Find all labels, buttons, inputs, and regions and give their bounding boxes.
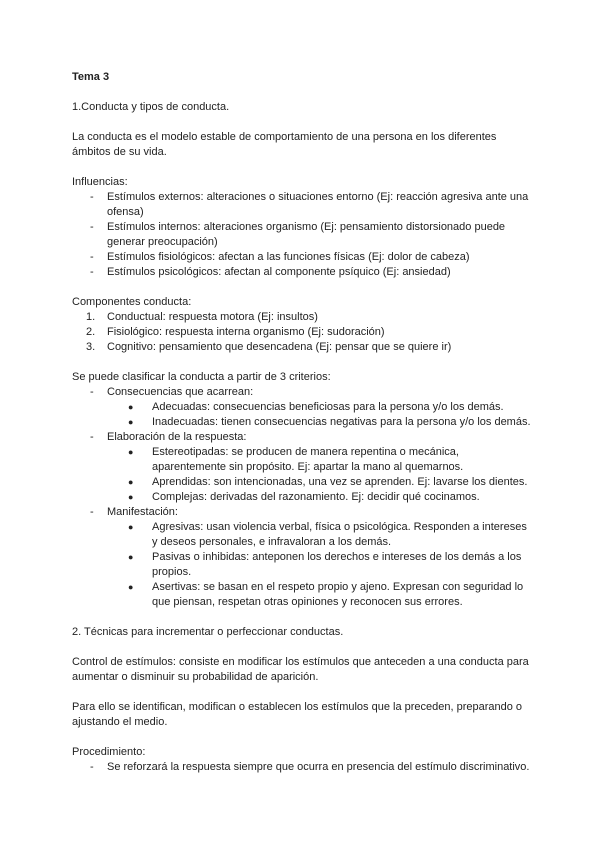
list-item-text: Estímulos psicológicos: afectan al componente psíquico (Ej: ansiedad) [107,266,451,278]
sub-item-text: Aprendidas: son intencionadas, una vez se aprenden. Ej: lavarse los dientes. [152,476,528,488]
criterion-elaboracion [72,430,532,505]
sub-list-item [72,520,532,550]
sub-list-item [72,445,532,475]
list-item [72,250,532,265]
list-item-text: Cognitivo: pensamiento que desencadena (Ej: pensar que se quiere ir) [107,341,452,353]
list-item [72,325,532,340]
criterion-consecuencias [72,385,532,430]
dash-marker: - [90,191,94,203]
procedimiento-list [72,760,532,775]
dash-marker: - [90,506,94,518]
dash-marker: - [90,221,94,233]
dash-marker: - [90,251,94,263]
document-body [72,70,532,775]
criterion-label: Consecuencias que acarrean: [107,386,254,398]
procedimiento-label: Procedimiento: [72,746,146,758]
dash-marker: - [90,266,94,278]
sub-list-item [72,550,532,580]
componentes-label: Componentes conducta: [72,296,192,308]
list-item [72,760,532,775]
list-item [72,220,532,250]
componentes-list [72,310,532,355]
list-item [72,190,532,220]
sub-list [107,400,532,430]
list-item-text: Estímulos internos: alteraciones organismo (Ej: pensamiento distorsionado puede generar preocupación) [107,221,506,248]
sub-list-item [72,580,532,610]
list-item [72,265,532,280]
number-marker: 3. [86,341,96,353]
bullet-marker: ● [128,477,134,487]
para-ello-paragraph: Para ello se identifican, modifican o establecen los estímulos que la preceden, preparando o ajustando el medio. [72,701,523,728]
definition-paragraph: La conducta es el modelo estable de comportamiento de una persona en los diferentes ámbitos de su vida. [72,131,497,158]
sub-item-text: Inadecuadas: tienen consecuencias negativas para la persona y/o los demás. [152,416,531,428]
list-item [72,310,532,325]
dash-marker: - [90,386,94,398]
document-title: Tema 3 [72,71,110,83]
bullet-marker: ● [128,552,134,562]
dash-marker: - [90,761,94,773]
sub-list-item [72,475,532,490]
sub-item-text: Pasivas o inhibidas: anteponen los derechos e intereses de los demás a los propios. [152,551,522,578]
criterion-label: Elaboración de la respuesta: [107,431,247,443]
sub-item-text: Adecuadas: consecuencias beneficiosas para la persona y/o los demás. [152,401,504,413]
sub-list-item [72,415,532,430]
control-paragraph: Control de estímulos: consiste en modificar los estímulos que anteceden a una conducta para aumentar o disminuir su probabilidad de aparición. [72,656,529,683]
bullet-marker: ● [128,492,134,502]
bullet-marker: ● [128,402,134,412]
list-item-text: Estímulos externos: alteraciones o situaciones entorno (Ej: reacción agresiva ante una ofensa) [107,191,529,218]
sub-item-text: Complejas: derivadas del razonamiento. Ej: decidir qué cocinamos. [152,491,480,503]
sub-list [107,520,532,610]
sub-list [107,445,532,505]
number-marker: 1. [86,311,96,323]
bullet-marker: ● [128,447,134,457]
criterios-list [72,385,532,610]
section-2-heading: 2. Técnicas para incrementar o perfeccionar conductas. [72,626,344,638]
influencias-list [72,190,532,280]
criterion-manifestacion [72,505,532,610]
sub-list-item [72,490,532,505]
bullet-marker: ● [128,522,134,532]
bullet-marker: ● [128,582,134,592]
list-item-text: Fisiológico: respuesta interna organismo (Ej: sudoración) [107,326,385,338]
sub-item-text: Asertivas: se basan en el respeto propio y ajeno. Expresan con seguridad lo que piensan, respetan otras opiniones y reconocen sus errores. [152,581,524,608]
bullet-marker: ● [128,417,134,427]
list-item [72,340,532,355]
criterion-label: Manifestación: [107,506,178,518]
list-item-text: Estímulos fisiológicos: afectan a las funciones físicas (Ej: dolor de cabeza) [107,251,470,263]
clasificacion-label: Se puede clasificar la conducta a partir de 3 criterios: [72,371,331,383]
sub-item-text: Estereotipadas: se producen de manera repentina o mecánica, aparentemente sin propósito. Ej: apartar la mano al quemarnos. [152,446,464,473]
number-marker: 2. [86,326,96,338]
list-item-text: Conductual: respuesta motora (Ej: insultos) [107,311,318,323]
sub-list-item [72,400,532,415]
influencias-label: Influencias: [72,176,128,188]
section-1-heading: 1.Conducta y tipos de conducta. [72,101,230,113]
dash-marker: - [90,431,94,443]
sub-item-text: Agresivas: usan violencia verbal, física o psicológica. Responden a intereses y deseos personales, e infravaloran a los demás. [152,521,527,548]
list-item-text: Se reforzará la respuesta siempre que ocurra en presencia del estímulo discriminativo. [107,761,530,773]
